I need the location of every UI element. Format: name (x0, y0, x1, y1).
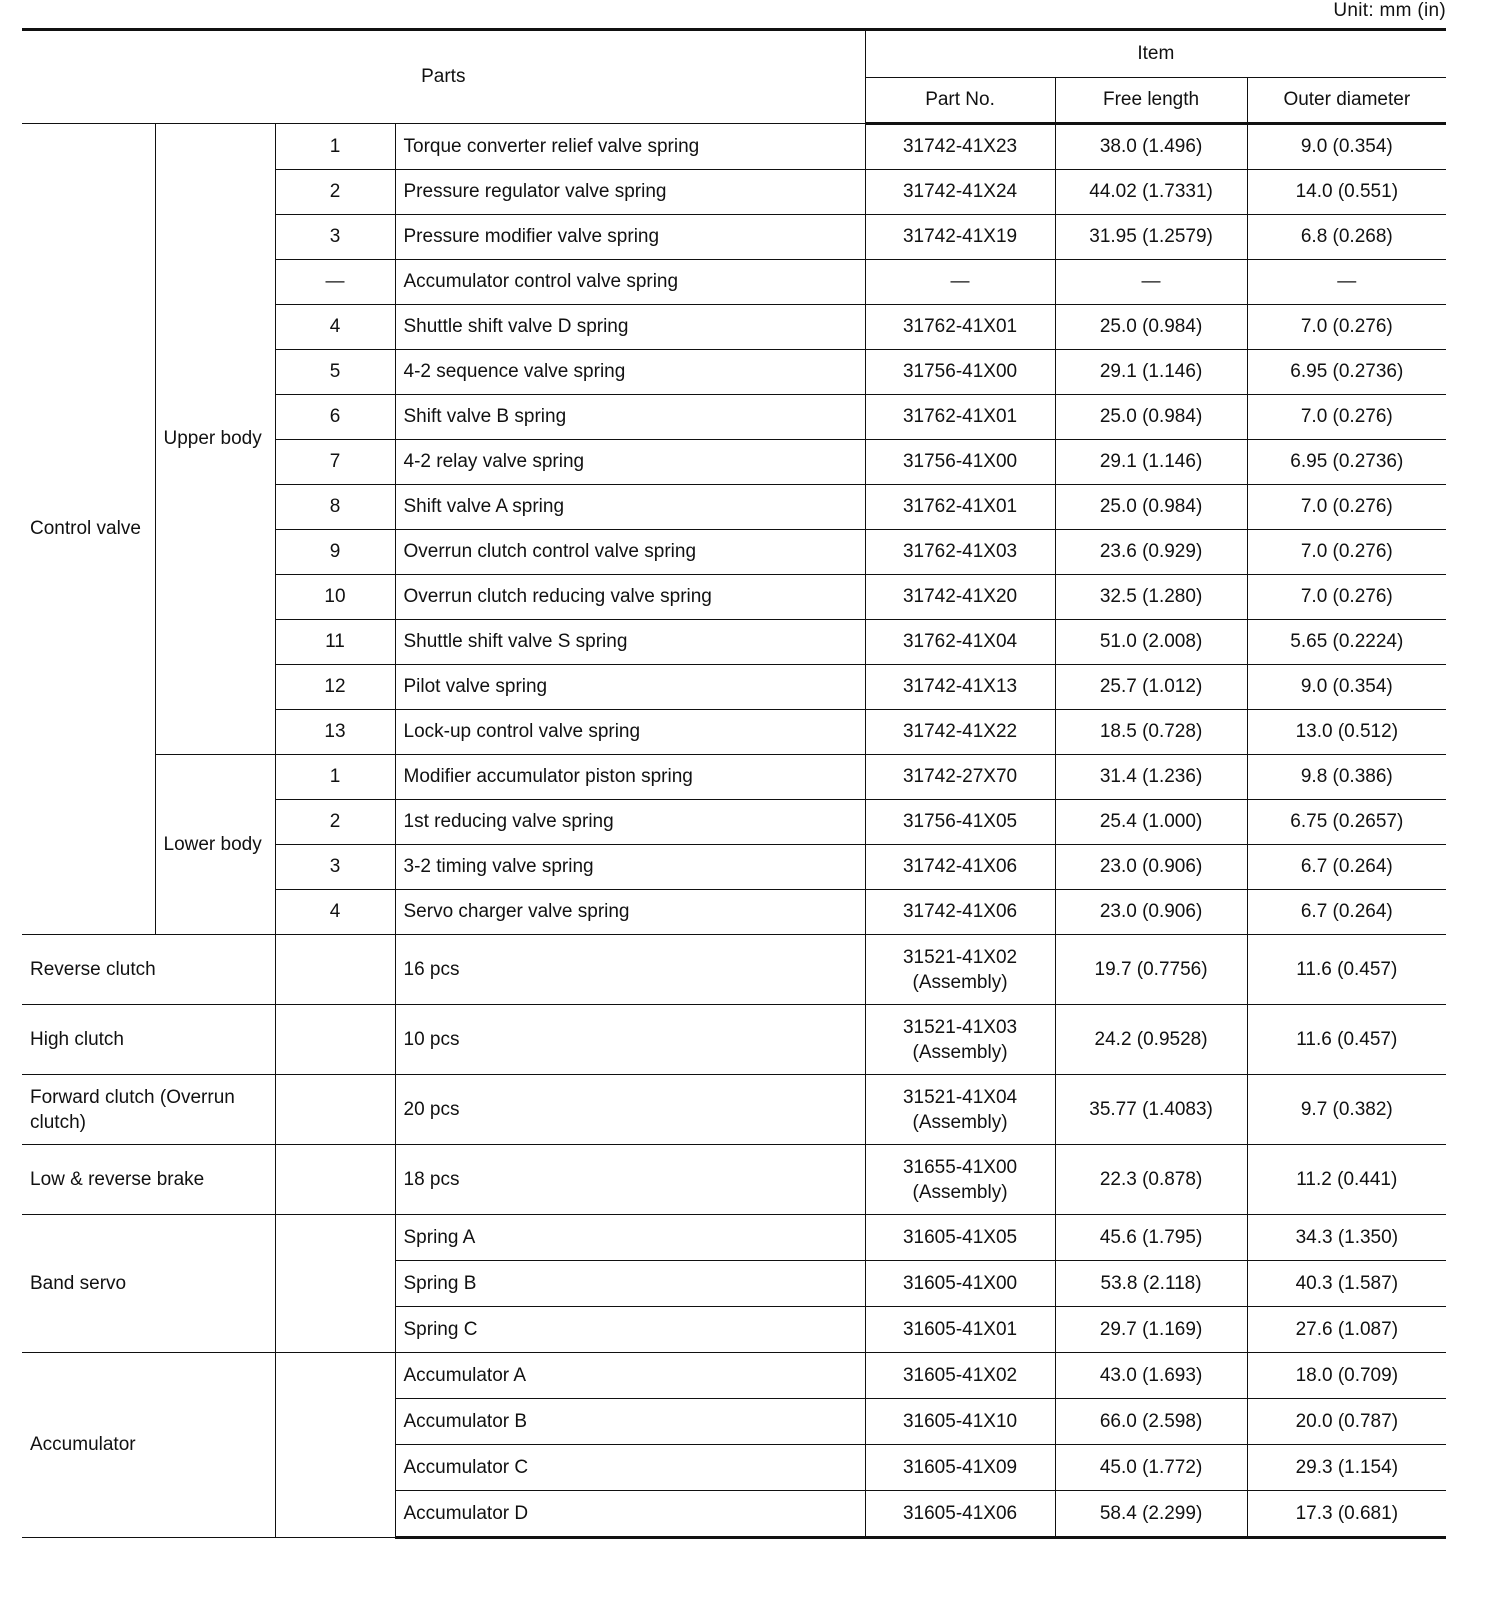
free-length: 45.0 (1.772) (1055, 1445, 1247, 1491)
row-number: — (275, 260, 395, 305)
header-free-length: Free length (1055, 78, 1247, 124)
blank-cell (275, 1145, 395, 1215)
table-row (22, 1353, 1446, 1399)
free-length: 44.02 (1.7331) (1055, 170, 1247, 215)
free-length: 31.95 (1.2579) (1055, 215, 1247, 260)
outer-diameter: 14.0 (0.551) (1247, 170, 1446, 215)
outer-diameter: 6.95 (0.2736) (1247, 440, 1446, 485)
part-number: 31605-41X01 (865, 1307, 1055, 1353)
part-number: 31742-41X24 (865, 170, 1055, 215)
free-length: 18.5 (0.728) (1055, 710, 1247, 755)
part-number-cell (865, 1145, 1055, 1215)
outer-diameter: 9.8 (0.386) (1247, 755, 1446, 800)
part-number-cell (865, 935, 1055, 1005)
outer-diameter: 7.0 (0.276) (1247, 485, 1446, 530)
component-name: Reverse clutch (22, 935, 275, 1005)
part-number-note: (Assembly) (912, 1181, 1008, 1203)
row-number: 7 (275, 440, 395, 485)
part-number: 31521-41X03 (902, 1016, 1018, 1038)
outer-diameter: 29.3 (1.154) (1247, 1445, 1446, 1491)
free-length: 25.4 (1.000) (1055, 800, 1247, 845)
part-number: 31742-41X22 (865, 710, 1055, 755)
blank-cell (275, 1353, 395, 1538)
part-name: 4-2 relay valve spring (395, 440, 865, 485)
outer-diameter: — (1247, 260, 1446, 305)
part-number-note: (Assembly) (912, 971, 1008, 993)
part-number: 31742-41X20 (865, 575, 1055, 620)
spring-name: Accumulator D (395, 1491, 865, 1538)
outer-diameter: 17.3 (0.681) (1247, 1491, 1446, 1538)
part-number: 31605-41X06 (865, 1491, 1055, 1538)
part-number-cell (865, 1075, 1055, 1145)
outer-diameter: 5.65 (0.2224) (1247, 620, 1446, 665)
free-length: — (1055, 260, 1247, 305)
part-number-cell (865, 1005, 1055, 1075)
accumulator-label: Accumulator (22, 1353, 275, 1538)
row-number: 4 (275, 305, 395, 350)
part-number-note: (Assembly) (912, 1111, 1008, 1133)
spring-name: Accumulator A (395, 1353, 865, 1399)
outer-diameter: 18.0 (0.709) (1247, 1353, 1446, 1399)
part-name: Pressure regulator valve spring (395, 170, 865, 215)
free-length: 32.5 (1.280) (1055, 575, 1247, 620)
table-row (22, 1075, 1446, 1145)
row-number: 3 (275, 845, 395, 890)
row-number: 4 (275, 890, 395, 935)
free-length: 58.4 (2.299) (1055, 1491, 1247, 1538)
row-number: 8 (275, 485, 395, 530)
part-number: 31605-41X09 (865, 1445, 1055, 1491)
free-length: 19.7 (0.7756) (1055, 935, 1247, 1005)
header-part-no: Part No. (865, 78, 1055, 124)
row-number: 5 (275, 350, 395, 395)
part-number: 31742-41X23 (865, 124, 1055, 170)
outer-diameter: 13.0 (0.512) (1247, 710, 1446, 755)
row-number: 12 (275, 665, 395, 710)
outer-diameter: 6.8 (0.268) (1247, 215, 1446, 260)
row-number: 1 (275, 124, 395, 170)
header-outer-diameter: Outer diameter (1247, 78, 1446, 124)
outer-diameter: 7.0 (0.276) (1247, 305, 1446, 350)
table-row (22, 1215, 1446, 1261)
part-name: Overrun clutch reducing valve spring (395, 575, 865, 620)
header-item: Item (865, 30, 1446, 78)
spring-name: Accumulator B (395, 1399, 865, 1445)
component-name: Forward clutch (Overrun clutch) (22, 1075, 275, 1145)
free-length: 43.0 (1.693) (1055, 1353, 1247, 1399)
part-name: Servo charger valve spring (395, 890, 865, 935)
part-name: 4-2 sequence valve spring (395, 350, 865, 395)
outer-diameter: 6.95 (0.2736) (1247, 350, 1446, 395)
free-length: 66.0 (2.598) (1055, 1399, 1247, 1445)
part-name: Shuttle shift valve S spring (395, 620, 865, 665)
component-quantity: 18 pcs (395, 1145, 865, 1215)
free-length: 24.2 (0.9528) (1055, 1005, 1247, 1075)
component-name: High clutch (22, 1005, 275, 1075)
part-name: Modifier accumulator piston spring (395, 755, 865, 800)
part-number: 31605-41X10 (865, 1399, 1055, 1445)
spring-name: Spring B (395, 1261, 865, 1307)
table-row (22, 935, 1446, 1005)
component-quantity: 16 pcs (395, 935, 865, 1005)
row-number: 3 (275, 215, 395, 260)
part-number: — (865, 260, 1055, 305)
table-row (22, 1005, 1446, 1075)
part-number: 31605-41X02 (865, 1353, 1055, 1399)
row-number: 6 (275, 395, 395, 440)
part-name: Pressure modifier valve spring (395, 215, 865, 260)
part-number-note: (Assembly) (912, 1041, 1008, 1063)
control-valve-label: Control valve (22, 124, 155, 935)
outer-diameter: 9.7 (0.382) (1247, 1075, 1446, 1145)
spring-name: Accumulator C (395, 1445, 865, 1491)
free-length: 35.77 (1.4083) (1055, 1075, 1247, 1145)
part-number: 31742-41X06 (865, 890, 1055, 935)
free-length: 29.1 (1.146) (1055, 440, 1247, 485)
unit-label: Unit: mm (in) (1333, 0, 1446, 21)
free-length: 25.7 (1.012) (1055, 665, 1247, 710)
part-name: Shift valve A spring (395, 485, 865, 530)
blank-cell (275, 1005, 395, 1075)
part-name: 3-2 timing valve spring (395, 845, 865, 890)
spring-spec-table (22, 28, 1446, 1539)
free-length: 29.7 (1.169) (1055, 1307, 1247, 1353)
free-length: 25.0 (0.984) (1055, 305, 1247, 350)
part-name: Torque converter relief valve spring (395, 124, 865, 170)
table-row (22, 1145, 1446, 1215)
table-row (22, 755, 1446, 800)
row-number: 10 (275, 575, 395, 620)
component-quantity: 10 pcs (395, 1005, 865, 1075)
row-number: 2 (275, 800, 395, 845)
part-number: 31756-41X00 (865, 440, 1055, 485)
part-number: 31742-41X06 (865, 845, 1055, 890)
part-number: 31521-41X04 (902, 1086, 1018, 1108)
outer-diameter: 11.2 (0.441) (1247, 1145, 1446, 1215)
table-row (22, 124, 1446, 170)
part-name: Overrun clutch control valve spring (395, 530, 865, 575)
free-length: 23.6 (0.929) (1055, 530, 1247, 575)
component-quantity: 20 pcs (395, 1075, 865, 1145)
spring-name: Spring A (395, 1215, 865, 1261)
outer-diameter: 7.0 (0.276) (1247, 530, 1446, 575)
outer-diameter: 9.0 (0.354) (1247, 665, 1446, 710)
spring-name: Spring C (395, 1307, 865, 1353)
free-length: 51.0 (2.008) (1055, 620, 1247, 665)
lower-body-label: Lower body (155, 755, 275, 935)
outer-diameter: 6.7 (0.264) (1247, 890, 1446, 935)
part-name: 1st reducing valve spring (395, 800, 865, 845)
outer-diameter: 11.6 (0.457) (1247, 1005, 1446, 1075)
part-number: 31756-41X05 (865, 800, 1055, 845)
free-length: 23.0 (0.906) (1055, 845, 1247, 890)
row-number: 9 (275, 530, 395, 575)
part-name: Accumulator control valve spring (395, 260, 865, 305)
free-length: 25.0 (0.984) (1055, 485, 1247, 530)
part-number: 31605-41X00 (865, 1261, 1055, 1307)
part-number: 31756-41X00 (865, 350, 1055, 395)
blank-cell (275, 1215, 395, 1353)
part-number: 31655-41X00 (902, 1156, 1018, 1178)
outer-diameter: 9.0 (0.354) (1247, 124, 1446, 170)
part-name: Pilot valve spring (395, 665, 865, 710)
free-length: 23.0 (0.906) (1055, 890, 1247, 935)
outer-diameter: 34.3 (1.350) (1247, 1215, 1446, 1261)
outer-diameter: 27.6 (1.087) (1247, 1307, 1446, 1353)
outer-diameter: 6.7 (0.264) (1247, 845, 1446, 890)
band-servo-label: Band servo (22, 1215, 275, 1353)
outer-diameter: 7.0 (0.276) (1247, 575, 1446, 620)
free-length: 29.1 (1.146) (1055, 350, 1247, 395)
free-length: 53.8 (2.118) (1055, 1261, 1247, 1307)
row-number: 1 (275, 755, 395, 800)
part-name: Shift valve B spring (395, 395, 865, 440)
outer-diameter: 40.3 (1.587) (1247, 1261, 1446, 1307)
free-length: 22.3 (0.878) (1055, 1145, 1247, 1215)
blank-cell (275, 1075, 395, 1145)
row-number: 2 (275, 170, 395, 215)
part-number: 31742-41X19 (865, 215, 1055, 260)
free-length: 45.6 (1.795) (1055, 1215, 1247, 1261)
outer-diameter: 7.0 (0.276) (1247, 395, 1446, 440)
part-name: Shuttle shift valve D spring (395, 305, 865, 350)
free-length: 31.4 (1.236) (1055, 755, 1247, 800)
part-number: 31762-41X01 (865, 305, 1055, 350)
part-number: 31762-41X04 (865, 620, 1055, 665)
blank-cell (275, 935, 395, 1005)
part-number: 31762-41X01 (865, 485, 1055, 530)
outer-diameter: 6.75 (0.2657) (1247, 800, 1446, 845)
row-number: 11 (275, 620, 395, 665)
part-number: 31605-41X05 (865, 1215, 1055, 1261)
part-number: 31521-41X02 (902, 946, 1018, 968)
free-length: 38.0 (1.496) (1055, 124, 1247, 170)
free-length: 25.0 (0.984) (1055, 395, 1247, 440)
outer-diameter: 20.0 (0.787) (1247, 1399, 1446, 1445)
part-name: Lock-up control valve spring (395, 710, 865, 755)
header-parts: Parts (22, 30, 865, 124)
component-name: Low & reverse brake (22, 1145, 275, 1215)
part-number: 31742-27X70 (865, 755, 1055, 800)
upper-body-label: Upper body (155, 124, 275, 755)
part-number: 31742-41X13 (865, 665, 1055, 710)
part-number: 31762-41X03 (865, 530, 1055, 575)
row-number: 13 (275, 710, 395, 755)
part-number: 31762-41X01 (865, 395, 1055, 440)
outer-diameter: 11.6 (0.457) (1247, 935, 1446, 1005)
